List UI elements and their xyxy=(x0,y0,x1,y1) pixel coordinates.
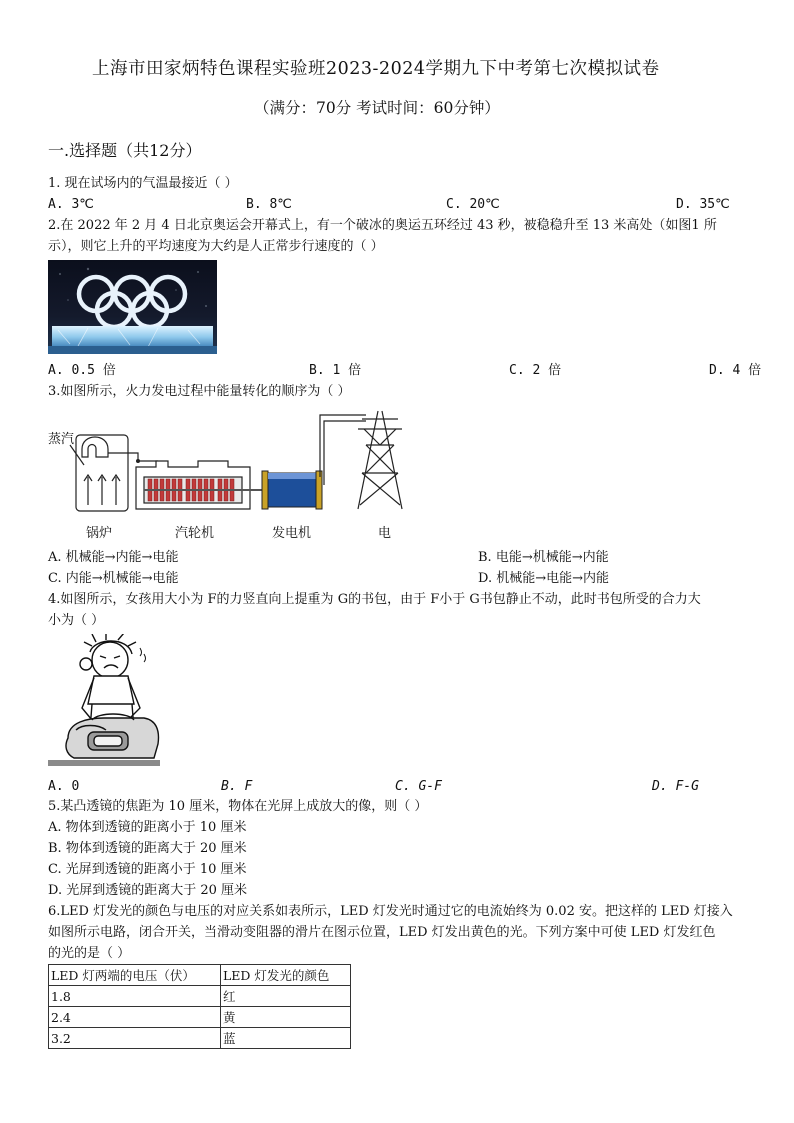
table-header-voltage: LED 灯两端的电压（伏） xyxy=(49,965,221,986)
q5-option-d: D. 光屏到透镜的距离大于 20 厘米 xyxy=(48,883,248,898)
table-header-color: LED 灯发光的颜色 xyxy=(221,965,351,986)
generator-label: 发电机 xyxy=(272,526,312,541)
turbine-label: 汽轮机 xyxy=(175,526,215,541)
table-row xyxy=(49,1007,351,1028)
question-4-stem-line2: 小为（ ） xyxy=(48,613,105,628)
q1-option-d: D. 35℃ xyxy=(676,197,730,212)
question-2-stem-line1: 2.在 2022 年 2 月 4 日北京奥运会开幕式上，有一个破冰的奥运五环经过 43 秒，被稳稳升至 13 米高处（如图1 所 xyxy=(48,218,717,233)
question-3-stem: 3.如图所示，火力发电过程中能量转化的顺序为（ ） xyxy=(48,384,351,399)
question-6-stem-line2: 如图所示电路，闭合开关，当滑动变阻器的滑片在图示位置，LED 灯发出黄色的光。下列方案中可使 LED 灯发红色 xyxy=(48,925,716,940)
table-cell-color: 蓝 xyxy=(221,1028,351,1049)
q2-option-d: D. 4 倍 xyxy=(709,363,762,378)
table-row xyxy=(49,986,351,1007)
table-row xyxy=(49,1028,351,1049)
power-tower-figure xyxy=(358,411,402,509)
question-1-stem: 1. 现在试场内的气温最接近（ ） xyxy=(48,176,238,191)
girl-lifting-bag-figure xyxy=(48,634,162,772)
question-5-stem: 5.某凸透镜的焦距为 10 厘米，物体在光屏上成放大的像，则（ ） xyxy=(48,799,428,814)
q3-option-a: A. 机械能→内能→电能 xyxy=(48,550,179,565)
turbine-figure xyxy=(136,461,262,509)
boiler-label: 锅炉 xyxy=(86,526,113,541)
page-subtitle: （满分：70分 考试时间：60分钟） xyxy=(254,99,500,117)
q3-option-c: C. 内能→机械能→电能 xyxy=(48,571,179,586)
q5-option-a: A. 物体到透镜的距离小于 10 厘米 xyxy=(48,820,247,835)
table-cell-color: 黄 xyxy=(221,1007,351,1028)
q1-option-b: B. 8℃ xyxy=(246,197,292,212)
q2-option-c: C. 2 倍 xyxy=(509,363,562,378)
olympic-rings-image xyxy=(48,260,217,354)
thermal-power-diagram xyxy=(48,405,408,520)
boiler-figure xyxy=(70,435,128,511)
led-color-table xyxy=(48,964,351,1049)
q4-option-b: B. F xyxy=(221,779,253,794)
q3-option-d: D. 机械能→电能→内能 xyxy=(478,571,610,586)
steam-label: 蒸汽 xyxy=(48,432,75,447)
q5-option-b: B. 物体到透镜的距离大于 20 厘米 xyxy=(48,841,247,856)
q2-option-a: A. 0.5 倍 xyxy=(48,363,116,378)
q1-option-c: C. 20℃ xyxy=(446,197,500,212)
question-6-stem-line1: 6.LED 灯发光的颜色与电压的对应关系如表所示，LED 灯发光时通过它的电流始终为 0.02 安。把这样的 LED 灯接入 xyxy=(48,904,733,919)
table-cell-voltage: 3.2 xyxy=(49,1028,221,1049)
question-2-stem-line2: 示），则它上升的平均速度为大约是人正常步行速度的（ ） xyxy=(48,239,384,254)
question-4-stem-line1: 4.如图所示，女孩用大小为 F的力竖直向上提重为 G的书包，由于 F小于 G书包静止不动，此时书包所受的合力大 xyxy=(48,592,701,607)
q1-option-a: A. 3℃ xyxy=(48,197,94,212)
q5-option-c: C. 光屏到透镜的距离小于 10 厘米 xyxy=(48,862,247,877)
table-cell-color: 红 xyxy=(221,986,351,1007)
question-6-stem-line3: 的光的是（ ） xyxy=(48,946,131,961)
table-cell-voltage: 2.4 xyxy=(49,1007,221,1028)
q2-option-b: B. 1 倍 xyxy=(309,363,362,378)
electricity-label: 电 xyxy=(378,526,392,541)
q3-option-b: B. 电能→机械能→内能 xyxy=(478,550,609,565)
page-title: 上海市田家炳特色课程实验班2023-2024学期九下中考第七次模拟试卷 xyxy=(92,59,660,79)
q4-option-c: C. G-F xyxy=(395,779,442,794)
q4-option-d: D. F-G xyxy=(652,779,699,794)
q4-option-a: A. 0 xyxy=(48,779,80,794)
generator-figure xyxy=(262,471,322,509)
section-heading: 一.选择题（共12分） xyxy=(48,141,202,160)
table-cell-voltage: 1.8 xyxy=(49,986,221,1007)
table-header-row xyxy=(49,965,351,986)
